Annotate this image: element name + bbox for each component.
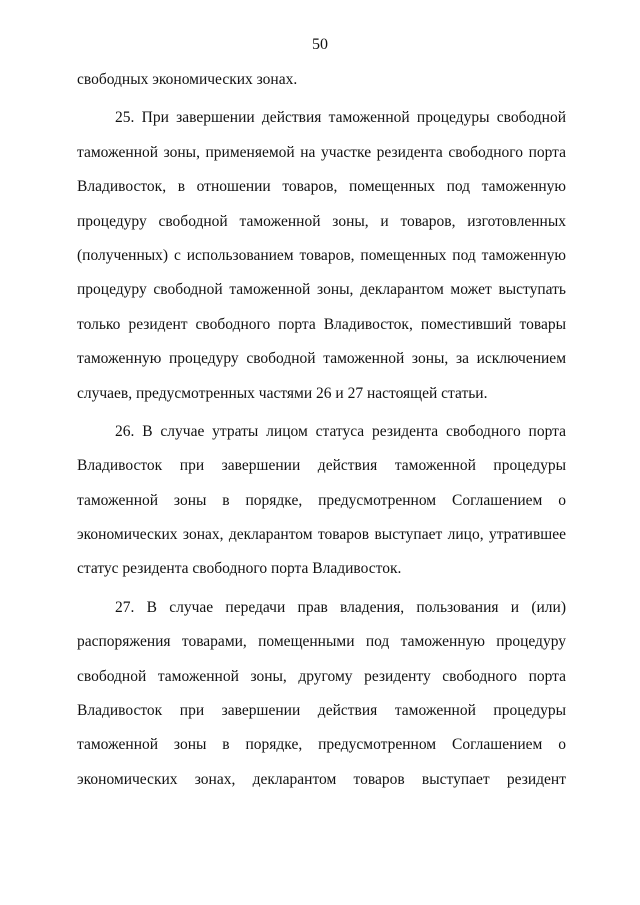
- text-line: свободной таможенной зоны, другому резиденту свободного порта: [77, 667, 566, 685]
- text-line: таможенную процедуру свободной таможенной зоны, за исключением: [77, 350, 566, 368]
- text-line: таможенной зоны в порядке, предусмотренном Соглашением о: [77, 736, 566, 754]
- page-number: 50: [312, 36, 328, 53]
- text-line: Владивосток при завершении действия таможенной процедуры: [77, 702, 566, 720]
- paragraph: [77, 415, 566, 587]
- text-line: процедуру свободной таможенной зоны, и товаров, изготовленных: [77, 212, 566, 230]
- document-body: [77, 63, 566, 797]
- text-line: статус резидента свободного порта Владивосток.: [77, 560, 402, 578]
- text-line: только резидент свободного порта Владивосток, поместивший товары: [77, 315, 566, 333]
- paragraph: [77, 63, 566, 97]
- text-line: экономических зонах, декларантом товаров выступает резидент: [77, 770, 566, 788]
- text-line: Владивосток, в отношении товаров, помещенных под таможенную: [77, 178, 566, 196]
- text-line: таможенной зоны в порядке, предусмотренном Соглашением о: [77, 491, 566, 509]
- paragraph: [77, 101, 566, 411]
- text-line: случаев, предусмотренных частями 26 и 27 настоящей статьи.: [77, 384, 488, 402]
- text-line: процедуру свободной таможенной зоны, декларантом может выступать: [77, 281, 566, 299]
- text-line: 27. В случае передачи прав владения, пользования и (или): [115, 598, 566, 616]
- text-line: 26. В случае утраты лицом статуса резидента свободного порта: [115, 422, 566, 440]
- text-line: Владивосток при завершении действия таможенной процедуры: [77, 457, 566, 475]
- text-line: экономических зонах, декларантом товаров выступает лицо, утратившее: [77, 526, 566, 544]
- text-line: 25. При завершении действия таможенной процедуры свободной: [115, 109, 566, 127]
- text-line: (полученных) с использованием товаров, помещенных под таможенную: [77, 246, 566, 264]
- text-line: свободных экономических зонах.: [77, 71, 298, 88]
- text-line: таможенной зоны, применяемой на участке резидента свободного порта: [77, 143, 566, 161]
- paragraph: [77, 591, 566, 797]
- text-line: распоряжения товарами, помещенными под таможенную процедуру: [77, 633, 566, 651]
